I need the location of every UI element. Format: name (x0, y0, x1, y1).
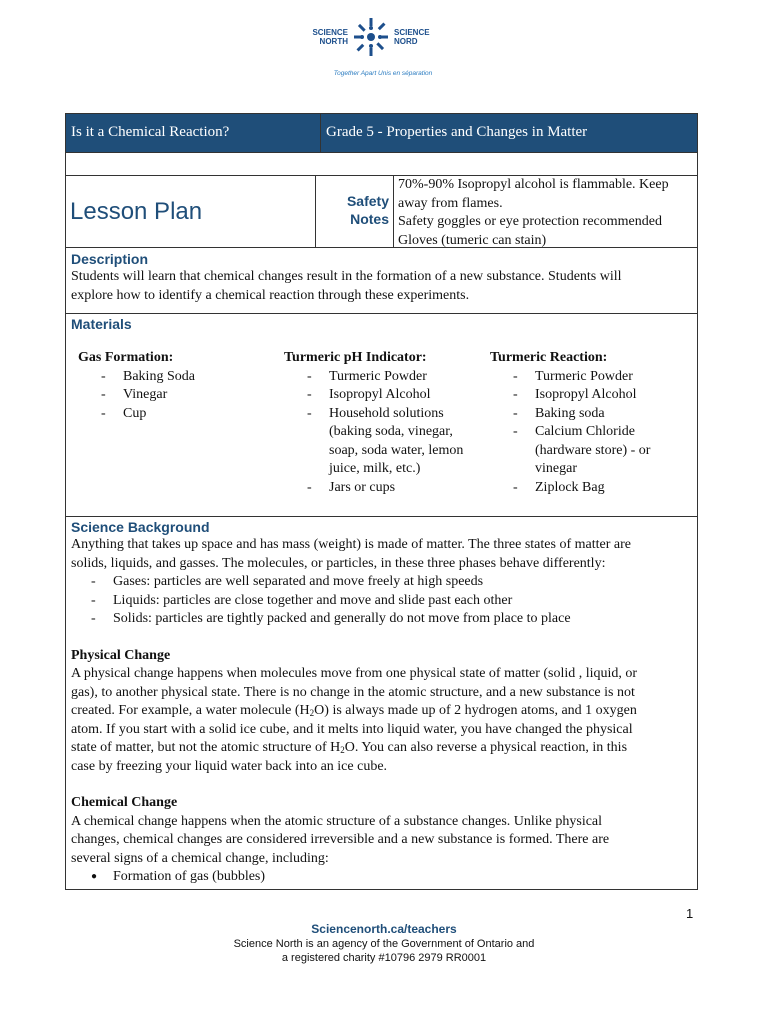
list-item: - Cup (78, 405, 278, 424)
teachers-link[interactable]: Sciencenorth.ca/teachers (311, 922, 457, 936)
list-item: - Liquids: particles are close together and move and slide past each other (66, 592, 697, 611)
list-item: - Solids: particles are tightly packed and generally do not move from place to place (66, 610, 697, 629)
physical-change-text: A physical change happens when molecules move from one physical state of matter (solid , liquid, or gas), to another physical state. There is no change in the atomic structure, and a new substance is not created. For example, a water molecule $(H_2O)$ is always made up of 2 hydrogen atoms, and 1 oxygen atom. If you start with a solid ice cube, and it melts into liquid water, you have changed the physical state of matter, but not the atomic structure of $H_2O$. You can also reverse a physical reaction, in this case by freezing your liquid water back into an ice cube. (71, 666, 638, 774)
footer-line: a registered charity #10796 2979 RR0001 (281, 952, 487, 964)
title-row (66, 114, 697, 152)
materials-column-title: Turmeric Reaction: (490, 350, 608, 365)
states-of-matter-list (66, 573, 697, 629)
safety-note: away from flames. (398, 195, 503, 211)
safety-note: 70%-90% Isopropyl alcohol is flammable. Keep (398, 177, 669, 192)
materials-section (66, 313, 697, 516)
snowflake-icon (352, 16, 390, 58)
chemical-signs-list (66, 868, 697, 887)
list-item: ● Formation of gas (bubbles) (66, 868, 697, 887)
list-item: - Isopropyl Alcohol (490, 386, 690, 405)
safety-note: Safety goggles or eye protection recommended (398, 214, 662, 229)
list-item: - Turmeric Powder (284, 368, 484, 387)
list-item: - Ziplock Bag (490, 479, 690, 498)
description-heading: Description (71, 251, 149, 267)
materials-column-title: Turmeric pH Indicator: (284, 350, 427, 365)
chemical-change-text: A chemical change happens when the atomic structure of a substance changes. Unlike physical changes, chemical changes are considered irreversible and a new substance is formed. There are several signs of a chemical change, including: (71, 813, 610, 866)
lesson-plan-table (65, 113, 698, 890)
list-item: - Vinegar (78, 386, 278, 405)
safety-notes-label: Safety Notes (316, 176, 394, 247)
list-item: - Gases: particles are well separated and move freely at high speeds (66, 573, 697, 592)
description-section (66, 247, 697, 313)
safety-note: Gloves (tumeric can stain) (398, 232, 547, 248)
list-item: - Baking Soda (78, 368, 278, 387)
page-number: 1 (686, 906, 694, 921)
list-item: - Isopropyl Alcohol (284, 386, 484, 405)
lesson-title: Is it a Chemical Reaction? (66, 114, 321, 152)
description-text: Students will learn that chemical changes result in the formation of a new substance. Students will explore how to identify a chemical reaction through these experiments. (71, 269, 622, 303)
grade-topic: Grade 5 - Properties and Changes in Matter (326, 124, 588, 140)
science-intro: Anything that takes up space and has mass (weight) is made of matter. The three states of matter are solids, liquids, and gasses. The molecules, or particles, in these three phases behave differently: (71, 537, 631, 571)
materials-column-turmeric-reaction (490, 349, 690, 497)
list-item: - Household solutions (baking soda, vinegar, soap, soda water, lemon juice, milk, etc.) (284, 405, 484, 479)
materials-column-title: Gas Formation: (78, 350, 174, 365)
list-item: - Jars or cups (284, 479, 484, 498)
logo-text-english: SCIENCE NORTH (312, 28, 348, 46)
lesson-plan-row (66, 175, 697, 247)
science-background-section (66, 516, 697, 889)
blank-row (66, 152, 697, 175)
materials-column-ph-indicator (284, 349, 484, 497)
physical-change-heading: Physical Change (71, 647, 171, 663)
science-north-logo (300, 14, 470, 84)
lesson-plan-heading: Lesson Plan (66, 176, 316, 247)
logo-tagline: Together Apart Unis en séparation (333, 70, 433, 77)
materials-heading: Materials (71, 316, 132, 332)
safety-notes-list (394, 176, 697, 247)
science-background-heading: Science Background (71, 519, 210, 535)
footer (0, 921, 768, 965)
materials-column-gas (78, 349, 278, 423)
footer-line: Science North is an agency of the Government of Ontario and (233, 938, 535, 950)
chemical-change-heading: Chemical Change (71, 795, 178, 810)
list-item: - Calcium Chloride (hardware store) - or vinegar (490, 423, 690, 479)
logo-text-french: SCIENCE NORD (394, 28, 430, 46)
list-item: - Turmeric Powder (490, 368, 690, 387)
list-item: - Baking soda (490, 405, 690, 424)
